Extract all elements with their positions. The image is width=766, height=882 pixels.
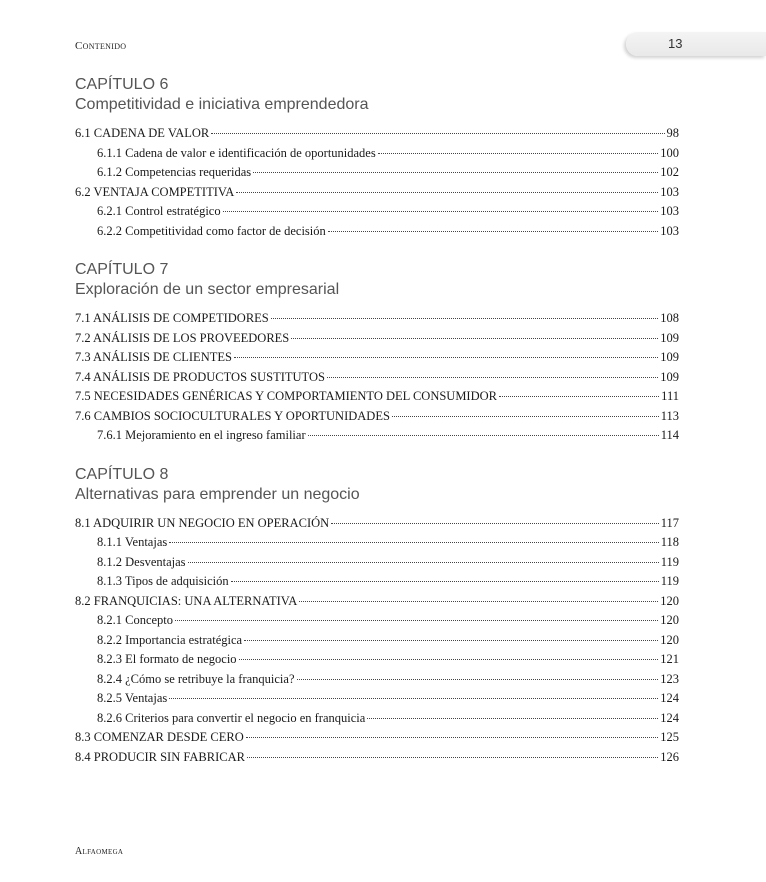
chapter-section [75, 260, 679, 446]
dot-leader [234, 357, 658, 358]
toc-entry[interactable] [75, 183, 679, 203]
chapter-title: Competitividad e iniciativa emprendedora [75, 96, 369, 113]
toc-entry-title: 6.2.1 Control estratégico [97, 204, 221, 218]
toc-entry-title: 7.3 ANÁLISIS DE CLIENTES [75, 350, 232, 364]
dot-leader [291, 338, 658, 339]
toc-entry[interactable] [75, 514, 679, 534]
toc-entry[interactable] [75, 572, 679, 592]
toc-entry-page: 103 [660, 184, 679, 199]
toc-entry[interactable] [75, 407, 679, 427]
toc-entry-page: 121 [660, 652, 679, 666]
running-head: Contenido [75, 40, 127, 52]
toc-entry-page: 103 [660, 204, 679, 218]
toc-entry-page: 103 [660, 223, 679, 238]
toc-entry-page: 111 [661, 389, 679, 403]
toc-entry[interactable] [75, 670, 679, 690]
toc-entry[interactable] [75, 368, 679, 388]
toc-entry[interactable] [75, 592, 679, 612]
toc-entry-title: 6.2 VENTAJA COMPETITIVA [75, 184, 235, 199]
dot-leader [236, 192, 658, 193]
toc-entry-page: 126 [660, 749, 679, 764]
toc-entry[interactable] [75, 202, 679, 222]
toc-entry-page: 120 [660, 593, 679, 608]
toc-entry[interactable] [75, 124, 679, 144]
chapter-label: CAPÍTULO 6 [75, 76, 169, 93]
dot-leader [378, 153, 659, 154]
toc-entry-title: 8.1 ADQUIRIR UN NEGOCIO EN OPERACIÓN [75, 515, 330, 530]
toc-entry-title: 6.1.2 Competencias requeridas [97, 165, 252, 179]
chapter-label: CAPÍTULO 8 [75, 465, 169, 483]
toc-entry-title: 7.5 NECESIDADES GENÉRICAS Y COMPORTAMIENTO DEL CONSUMIDOR [75, 389, 497, 403]
dot-leader [299, 601, 658, 602]
toc-entry-title: 7.6 CAMBIOS SOCIOCULTURALES Y OPORTUNIDADES [75, 408, 390, 423]
dot-leader [499, 396, 659, 397]
toc-entry-title: 8.2.1 Concepto [97, 613, 174, 627]
table-of-contents [75, 75, 679, 786]
chapter-title: Exploración de un sector empresarial [75, 281, 340, 298]
toc-entry-title: 8.2.5 Ventajas [97, 691, 168, 705]
dot-leader [367, 718, 658, 719]
toc-entry-page: 117 [660, 515, 679, 530]
dot-leader [327, 377, 658, 378]
toc-entry[interactable] [75, 728, 679, 748]
dot-leader [169, 698, 658, 699]
dot-leader [211, 133, 664, 134]
dot-leader [246, 737, 658, 738]
toc-entry-page: 119 [660, 574, 679, 588]
dot-leader [231, 581, 659, 582]
toc-entry-page: 109 [660, 330, 679, 345]
toc-entry[interactable] [75, 426, 679, 446]
toc-entry-page: 124 [660, 691, 679, 705]
chapter-label: CAPÍTULO 7 [75, 261, 169, 278]
toc-entry-page: 118 [660, 535, 679, 549]
toc-entry-title: 7.4 ANÁLISIS DE PRODUCTOS SUSTITUTOS [75, 369, 325, 384]
toc-entry-title: 6.2.2 Competitividad como factor de decisión [97, 223, 326, 238]
toc-entry-page: 120 [660, 613, 679, 627]
dot-leader [308, 435, 659, 436]
toc-entry-title: 8.2 FRANQUICIAS: UNA ALTERNATIVA [75, 593, 298, 608]
toc-entry-title: 8.2.4 ¿Cómo se retribuye la franquicia? [97, 671, 295, 686]
toc-entry-page: 125 [660, 730, 679, 744]
dot-leader [253, 172, 658, 173]
publisher-footer: Alfaomega [75, 846, 124, 857]
toc-entry[interactable] [75, 748, 679, 768]
toc-entry-title: 7.6.1 Mejoramiento en el ingreso familiar [97, 428, 306, 442]
dot-leader [239, 659, 659, 660]
page-number: 13 [668, 36, 683, 51]
toc-entry[interactable] [75, 348, 679, 368]
toc-entry-page: 108 [660, 311, 679, 325]
chapter-title: Alternativas para emprender un negocio [75, 485, 360, 503]
toc-entry-title: 7.2 ANÁLISIS DE LOS PROVEEDORES [75, 330, 290, 345]
toc-entry-title: 8.1.3 Tipos de adquisición [97, 574, 229, 588]
toc-entry[interactable] [75, 611, 679, 631]
toc-entry-page: 109 [660, 369, 679, 384]
dot-leader [297, 679, 659, 680]
toc-entry[interactable] [75, 387, 679, 407]
toc-entry-page: 100 [660, 145, 679, 160]
toc-entry-title: 6.1.1 Cadena de valor e identificación de oportunidades [97, 145, 376, 160]
dot-leader [175, 620, 658, 621]
toc-entry-page: 120 [660, 632, 679, 647]
dot-leader [328, 231, 658, 232]
toc-entry-page: 124 [660, 710, 679, 725]
toc-entry[interactable] [75, 163, 679, 183]
toc-entry-page: 102 [660, 165, 679, 179]
dot-leader [244, 640, 658, 641]
toc-entry-title: 7.1 ANÁLISIS DE COMPETIDORES [75, 311, 269, 325]
toc-entry-title: 8.4 PRODUCIR SIN FABRICAR [75, 749, 245, 764]
toc-entry[interactable] [75, 650, 679, 670]
page-number-tab [626, 32, 766, 56]
chapter-section [75, 465, 679, 768]
toc-entry[interactable] [75, 553, 679, 573]
toc-entry-page: 119 [660, 554, 679, 569]
toc-entry-page: 114 [660, 428, 679, 442]
toc-entry[interactable] [75, 709, 679, 729]
toc-entry-title: 8.1.2 Desventajas [97, 554, 186, 569]
dot-leader [271, 318, 658, 319]
chapter-section [75, 75, 679, 241]
toc-entry[interactable] [75, 309, 679, 329]
toc-entry[interactable] [75, 329, 679, 349]
toc-entry-title: 8.3 COMENZAR DESDE CERO [75, 730, 244, 744]
toc-entry-title: 8.2.2 Importancia estratégica [97, 632, 243, 647]
toc-entry-title: 6.1 CADENA DE VALOR [75, 126, 210, 140]
toc-entry[interactable] [75, 144, 679, 164]
toc-entry-page: 113 [660, 408, 679, 423]
toc-entry[interactable] [75, 222, 679, 242]
dot-leader [169, 542, 658, 543]
toc-entry-page: 109 [660, 350, 679, 364]
toc-entry[interactable] [75, 689, 679, 709]
toc-entry-title: 8.1.1 Ventajas [97, 535, 168, 549]
dot-leader [223, 211, 659, 212]
dot-leader [331, 523, 659, 524]
dot-leader [188, 562, 659, 563]
toc-entry-page: 123 [660, 671, 679, 686]
toc-entry-title: 8.2.6 Criterios para convertir el negocio en franquicia [97, 710, 366, 725]
toc-entry[interactable] [75, 533, 679, 553]
dot-leader [247, 757, 658, 758]
toc-entry-title: 8.2.3 El formato de negocio [97, 652, 237, 666]
dot-leader [392, 416, 659, 417]
toc-entry-page: 98 [666, 126, 679, 140]
toc-entry[interactable] [75, 631, 679, 651]
